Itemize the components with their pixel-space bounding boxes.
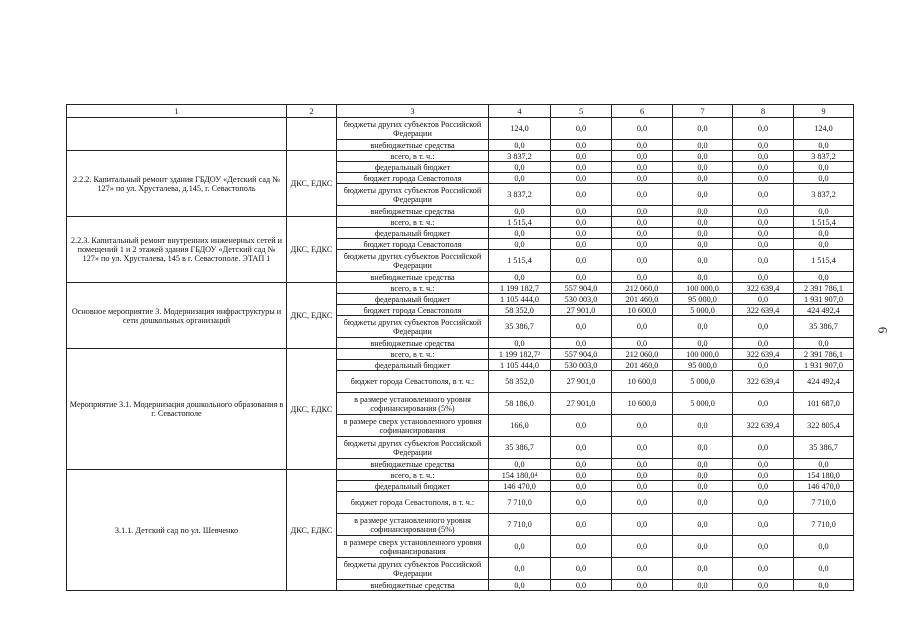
amount-cell: 322 639,4 — [733, 305, 794, 316]
amount-cell: 212 060,0 — [612, 349, 673, 360]
amount-cell: 3 837,2 — [489, 184, 551, 206]
amount-cell: 1 515,4 — [489, 250, 551, 272]
amount-cell: 3 837,2 — [794, 184, 854, 206]
amount-cell: 1 105 444,0 — [489, 360, 551, 371]
amount-cell: 5 000,0 — [673, 393, 733, 415]
measure-name-cell: 3.1.1. Детский сад по ул. Шевченко — [67, 470, 287, 591]
funding-source-cell: всего, в т. ч.: — [337, 151, 489, 162]
amount-cell: 2 391 786,1 — [794, 349, 854, 360]
amount-cell: 1 199 182,7² — [489, 349, 551, 360]
responsible-cell — [287, 118, 337, 151]
funding-source-cell: внебюджетные средства — [337, 272, 489, 283]
amount-cell: 1 931 907,0 — [794, 360, 854, 371]
amount-cell: 0,0 — [673, 481, 733, 492]
amount-cell: 124,0 — [794, 118, 854, 140]
amount-cell: 0,0 — [551, 316, 612, 338]
amount-cell: 557 904,0 — [551, 283, 612, 294]
amount-cell: 0,0 — [794, 338, 854, 349]
amount-cell: 0,0 — [612, 580, 673, 591]
funding-source-cell: федеральный бюджет — [337, 481, 489, 492]
amount-cell: 0,0 — [551, 514, 612, 536]
responsible-cell: ДКС, ЕДКС — [287, 349, 337, 470]
amount-cell: 0,0 — [551, 228, 612, 239]
amount-cell: 7 710,0 — [794, 514, 854, 536]
amount-cell: 0,0 — [551, 184, 612, 206]
amount-cell: 0,0 — [733, 272, 794, 283]
amount-cell: 0,0 — [673, 217, 733, 228]
amount-cell: 0,0 — [733, 294, 794, 305]
amount-cell: 1 515,4 — [794, 217, 854, 228]
amount-cell: 0,0 — [794, 140, 854, 151]
funding-source-cell: бюджеты других субъектов Российской Федерации — [337, 184, 489, 206]
amount-cell: 0,0 — [612, 206, 673, 217]
amount-cell: 0,0 — [551, 217, 612, 228]
amount-cell: 95 000,0 — [673, 360, 733, 371]
amount-cell: 0,0 — [673, 118, 733, 140]
amount-cell: 0,0 — [551, 459, 612, 470]
amount-cell: 35 386,7 — [489, 437, 551, 459]
amount-cell: 154 180,0 — [794, 470, 854, 481]
amount-cell: 0,0 — [612, 558, 673, 580]
amount-cell: 1 199 182,7 — [489, 283, 551, 294]
amount-cell: 0,0 — [551, 206, 612, 217]
measure-name-cell: 2.2.2. Капитальный ремонт здания ГБДОУ «Детский сад № 127» по ул. Хрусталева, д.145, г. Севастополь — [67, 151, 287, 217]
amount-cell: 0,0 — [551, 580, 612, 591]
amount-cell: 3 837,2 — [794, 151, 854, 162]
responsible-cell: ДКС, ЕДКС — [287, 470, 337, 591]
amount-cell: 0,0 — [489, 558, 551, 580]
amount-cell: 0,0 — [673, 151, 733, 162]
amount-cell: 58 186,0 — [489, 393, 551, 415]
amount-cell: 0,0 — [733, 470, 794, 481]
amount-cell: 0,0 — [551, 338, 612, 349]
amount-cell: 322 639,4 — [733, 349, 794, 360]
amount-cell: 0,0 — [612, 228, 673, 239]
amount-cell: 0,0 — [733, 239, 794, 250]
amount-cell: 0,0 — [489, 140, 551, 151]
amount-cell: 0,0 — [673, 206, 733, 217]
amount-cell: 101 687,0 — [794, 393, 854, 415]
amount-cell: 7 710,0 — [489, 514, 551, 536]
amount-cell: 201 460,0 — [612, 360, 673, 371]
amount-cell: 27 901,0 — [551, 305, 612, 316]
amount-cell: 0,0 — [612, 316, 673, 338]
amount-cell: 0,0 — [673, 173, 733, 184]
amount-cell: 0,0 — [612, 338, 673, 349]
amount-cell: 0,0 — [612, 173, 673, 184]
amount-cell: 0,0 — [673, 239, 733, 250]
amount-cell: 0,0 — [489, 338, 551, 349]
amount-cell: 0,0 — [612, 184, 673, 206]
amount-cell: 3 837,2 — [489, 151, 551, 162]
funding-source-cell: в размере установленного уровня софинансирования (5%) — [337, 393, 489, 415]
amount-cell: 0,0 — [551, 536, 612, 558]
amount-cell: 10 600,0 — [612, 371, 673, 393]
amount-cell: 0,0 — [733, 580, 794, 591]
amount-cell: 0,0 — [489, 239, 551, 250]
amount-cell: 0,0 — [794, 580, 854, 591]
table-row — [67, 217, 854, 228]
amount-cell: 0,0 — [612, 536, 673, 558]
amount-cell: 0,0 — [551, 470, 612, 481]
amount-cell: 0,0 — [794, 206, 854, 217]
amount-cell: 0,0 — [673, 250, 733, 272]
funding-source-cell: бюджет города Севастополя — [337, 239, 489, 250]
amount-cell: 0,0 — [673, 228, 733, 239]
amount-cell: 7 710,0 — [489, 492, 551, 514]
amount-cell: 5 000,0 — [673, 371, 733, 393]
table-row — [67, 349, 854, 360]
amount-cell: 0,0 — [733, 481, 794, 492]
amount-cell: 0,0 — [673, 316, 733, 338]
amount-cell: 100 000,0 — [673, 283, 733, 294]
amount-cell: 424 492,4 — [794, 371, 854, 393]
amount-cell: 0,0 — [794, 558, 854, 580]
amount-cell: 100 000,0 — [673, 349, 733, 360]
amount-cell: 2 391 786,1 — [794, 283, 854, 294]
budget-table — [66, 104, 854, 591]
amount-cell: 0,0 — [794, 162, 854, 173]
amount-cell: 0,0 — [673, 184, 733, 206]
amount-cell: 0,0 — [551, 272, 612, 283]
amount-cell: 0,0 — [794, 239, 854, 250]
amount-cell: 1 515,4 — [489, 217, 551, 228]
funding-source-cell: в размере сверх установленного уровня софинансирования — [337, 536, 489, 558]
amount-cell: 0,0 — [612, 162, 673, 173]
amount-cell: 0,0 — [551, 151, 612, 162]
table-row — [67, 283, 854, 294]
page-number: 6 — [875, 326, 891, 334]
amount-cell: 0,0 — [733, 173, 794, 184]
header-row — [67, 105, 854, 118]
amount-cell: 0,0 — [551, 140, 612, 151]
amount-cell: 0,0 — [612, 250, 673, 272]
amount-cell: 0,0 — [612, 140, 673, 151]
amount-cell: 0,0 — [673, 140, 733, 151]
amount-cell: 0,0 — [612, 470, 673, 481]
table-row — [67, 118, 854, 140]
amount-cell: 146 470,0 — [489, 481, 551, 492]
amount-cell: 0,0 — [733, 250, 794, 272]
amount-cell: 0,0 — [551, 173, 612, 184]
amount-cell: 0,0 — [733, 228, 794, 239]
header-cell: 4 — [489, 105, 551, 118]
funding-source-cell: всего, в т. ч.: — [337, 283, 489, 294]
amount-cell: 201 460,0 — [612, 294, 673, 305]
funding-source-cell: бюджеты других субъектов Российской Федерации — [337, 316, 489, 338]
amount-cell: 35 386,7 — [794, 437, 854, 459]
amount-cell: 0,0 — [489, 206, 551, 217]
measure-name-cell: Мероприятие 3.1. Модернизация дошкольного образования в г. Севастополе — [67, 349, 287, 470]
amount-cell: 0,0 — [733, 338, 794, 349]
amount-cell: 1 515,4 — [794, 250, 854, 272]
amount-cell: 424 492,4 — [794, 305, 854, 316]
amount-cell: 0,0 — [551, 481, 612, 492]
amount-cell: 0,0 — [612, 437, 673, 459]
amount-cell: 322 805,4 — [794, 415, 854, 437]
amount-cell: 0,0 — [551, 239, 612, 250]
amount-cell: 0,0 — [489, 162, 551, 173]
amount-cell: 0,0 — [673, 558, 733, 580]
amount-cell: 95 000,0 — [673, 294, 733, 305]
responsible-cell: ДКС, ЕДКС — [287, 217, 337, 283]
amount-cell: 0,0 — [673, 415, 733, 437]
amount-cell: 0,0 — [489, 173, 551, 184]
funding-source-cell: внебюджетные средства — [337, 206, 489, 217]
header-cell: 3 — [337, 105, 489, 118]
amount-cell: 0,0 — [673, 162, 733, 173]
amount-cell: 0,0 — [733, 206, 794, 217]
amount-cell: 0,0 — [733, 393, 794, 415]
amount-cell: 10 600,0 — [612, 305, 673, 316]
amount-cell: 0,0 — [733, 184, 794, 206]
amount-cell: 5 000,0 — [673, 305, 733, 316]
amount-cell: 212 060,0 — [612, 283, 673, 294]
amount-cell: 0,0 — [794, 272, 854, 283]
table-row — [67, 470, 854, 481]
amount-cell: 0,0 — [612, 514, 673, 536]
amount-cell: 166,0 — [489, 415, 551, 437]
amount-cell: 0,0 — [794, 173, 854, 184]
amount-cell: 0,0 — [489, 536, 551, 558]
amount-cell: 58 352,0 — [489, 371, 551, 393]
header-cell: 6 — [612, 105, 673, 118]
responsible-cell: ДКС, ЕДКС — [287, 283, 337, 349]
funding-source-cell: внебюджетные средства — [337, 580, 489, 591]
funding-source-cell: внебюджетные средства — [337, 459, 489, 470]
amount-cell: 0,0 — [733, 558, 794, 580]
amount-cell: 0,0 — [733, 217, 794, 228]
amount-cell: 0,0 — [673, 514, 733, 536]
amount-cell: 0,0 — [673, 338, 733, 349]
amount-cell: 0,0 — [794, 536, 854, 558]
header-cell: 9 — [794, 105, 854, 118]
amount-cell: 0,0 — [794, 459, 854, 470]
funding-source-cell: бюджеты других субъектов Российской Федерации — [337, 118, 489, 140]
amount-cell: 0,0 — [551, 492, 612, 514]
funding-source-cell: бюджет города Севастополя, в т. ч.: — [337, 371, 489, 393]
amount-cell: 0,0 — [612, 415, 673, 437]
funding-source-cell: внебюджетные средства — [337, 338, 489, 349]
header-cell: 5 — [551, 105, 612, 118]
amount-cell: 322 639,4 — [733, 283, 794, 294]
amount-cell: 146 470,0 — [794, 481, 854, 492]
amount-cell: 124,0 — [489, 118, 551, 140]
amount-cell: 0,0 — [733, 492, 794, 514]
funding-source-cell: в размере установленного уровня софинансирования (5%) — [337, 514, 489, 536]
amount-cell: 0,0 — [673, 272, 733, 283]
funding-source-cell: бюджеты других субъектов Российской Федерации — [337, 437, 489, 459]
amount-cell: 557 904,0 — [551, 349, 612, 360]
funding-source-cell: федеральный бюджет — [337, 162, 489, 173]
measure-name-cell: 2.2.3. Капитальный ремонт внутренних инженерных сетей и помещений 1 и 2 этажей здания ГБДОУ «Детский сад № 127» по ул. Хрусталева, 145 в г. Севастополе. ЭТАП 1 — [67, 217, 287, 283]
amount-cell: 35 386,7 — [489, 316, 551, 338]
header-cell: 2 — [287, 105, 337, 118]
amount-cell: 0,0 — [733, 514, 794, 536]
funding-source-cell: бюджеты других субъектов Российской Федерации — [337, 558, 489, 580]
amount-cell: 530 003,0 — [551, 360, 612, 371]
header-cell: 1 — [67, 105, 287, 118]
funding-source-cell: всего, в т. ч.: — [337, 349, 489, 360]
amount-cell: 0,0 — [673, 437, 733, 459]
amount-cell: 1 105 444,0 — [489, 294, 551, 305]
amount-cell: 0,0 — [612, 217, 673, 228]
amount-cell: 0,0 — [489, 272, 551, 283]
funding-source-cell: федеральный бюджет — [337, 294, 489, 305]
amount-cell: 35 386,7 — [794, 316, 854, 338]
amount-cell: 154 180,0⁴ — [489, 470, 551, 481]
amount-cell: 0,0 — [551, 250, 612, 272]
amount-cell: 0,0 — [551, 118, 612, 140]
header-cell: 7 — [673, 105, 733, 118]
amount-cell: 0,0 — [612, 272, 673, 283]
funding-source-cell: федеральный бюджет — [337, 228, 489, 239]
amount-cell: 0,0 — [733, 459, 794, 470]
amount-cell: 0,0 — [489, 580, 551, 591]
amount-cell: 0,0 — [673, 492, 733, 514]
amount-cell: 0,0 — [551, 415, 612, 437]
amount-cell: 58 352,0 — [489, 305, 551, 316]
funding-source-cell: в размере сверх установленного уровня софинансирования — [337, 415, 489, 437]
amount-cell: 0,0 — [489, 459, 551, 470]
amount-cell: 0,0 — [551, 558, 612, 580]
amount-cell: 0,0 — [612, 118, 673, 140]
funding-source-cell: бюджет города Севастополя — [337, 173, 489, 184]
funding-source-cell: всего, в т. ч.: — [337, 217, 489, 228]
amount-cell: 0,0 — [733, 437, 794, 459]
amount-cell: 0,0 — [551, 437, 612, 459]
amount-cell: 0,0 — [733, 536, 794, 558]
amount-cell: 0,0 — [673, 459, 733, 470]
funding-source-cell: бюджеты других субъектов Российской Федерации — [337, 250, 489, 272]
amount-cell: 0,0 — [794, 228, 854, 239]
amount-cell: 0,0 — [733, 162, 794, 173]
amount-cell: 0,0 — [673, 470, 733, 481]
amount-cell: 10 600,0 — [612, 393, 673, 415]
funding-source-cell: бюджет города Севастополя, в т. ч.: — [337, 492, 489, 514]
amount-cell: 0,0 — [733, 360, 794, 371]
measure-name-cell — [67, 118, 287, 151]
amount-cell: 0,0 — [612, 239, 673, 250]
amount-cell: 0,0 — [489, 228, 551, 239]
amount-cell: 322 639,4 — [733, 415, 794, 437]
funding-source-cell: федеральный бюджет — [337, 360, 489, 371]
amount-cell: 0,0 — [733, 151, 794, 162]
amount-cell: 27 901,0 — [551, 371, 612, 393]
funding-source-cell: внебюджетные средства — [337, 140, 489, 151]
amount-cell: 1 931 907,0 — [794, 294, 854, 305]
amount-cell: 0,0 — [551, 162, 612, 173]
amount-cell: 27 901,0 — [551, 393, 612, 415]
amount-cell: 0,0 — [673, 536, 733, 558]
amount-cell: 0,0 — [733, 118, 794, 140]
table-row — [67, 151, 854, 162]
amount-cell: 0,0 — [673, 580, 733, 591]
amount-cell: 0,0 — [733, 140, 794, 151]
funding-source-cell: бюджет города Севастополя — [337, 305, 489, 316]
amount-cell: 0,0 — [733, 316, 794, 338]
amount-cell: 7 710,0 — [794, 492, 854, 514]
measure-name-cell: Основное мероприятие 3. Модернизация инфраструктуры и сети дошкольных организаций — [67, 283, 287, 349]
responsible-cell: ДКС, ЕДКС — [287, 151, 337, 217]
amount-cell: 0,0 — [612, 459, 673, 470]
amount-cell: 0,0 — [612, 492, 673, 514]
amount-cell: 530 003,0 — [551, 294, 612, 305]
amount-cell: 0,0 — [612, 151, 673, 162]
amount-cell: 322 639,4 — [733, 371, 794, 393]
amount-cell: 0,0 — [612, 481, 673, 492]
header-cell: 8 — [733, 105, 794, 118]
funding-source-cell: всего, в т. ч.: — [337, 470, 489, 481]
